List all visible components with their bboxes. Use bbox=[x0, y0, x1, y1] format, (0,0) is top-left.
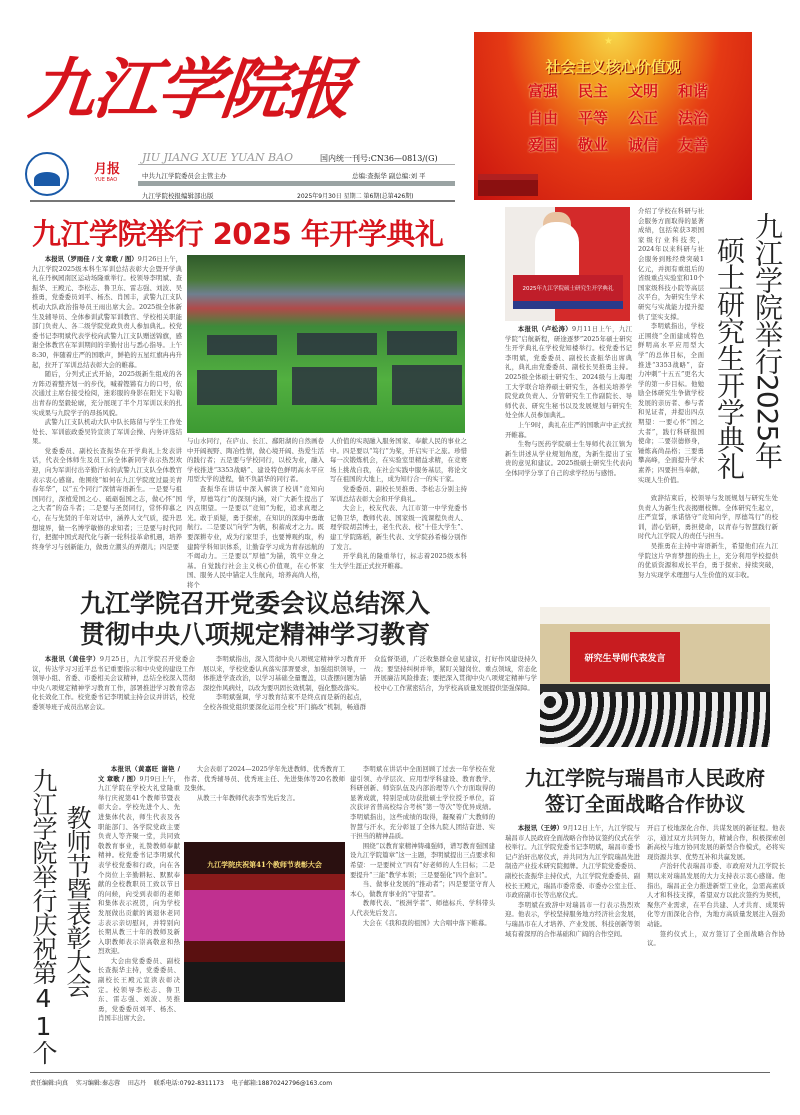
paragraph: 大会上，校友代表、九江市第一中学党委书记鲁卫华，教师代表、国家级一流课程负责人、理学院胡芸博士，老生代表、校“十佳大学生”、建工学院陈稻，新生代表、文学院孙希榛分别作了发言。 bbox=[330, 504, 467, 551]
paragraph: 9月25日，九江学院召开党委会议，传达学习习近平总书记重要指示和中央党的建设工作领导小组、省委、市委相关会议精神，总结全校深入贯彻中央八项规定精神学习教育工作，部署推进学习教育常态化长效化工作。校党委书记李明斌主持会议并讲话，校党委领导班子成员出席会议。 bbox=[32, 655, 196, 711]
headline-party-meeting bbox=[75, 588, 435, 650]
headline-ruichang-agreement bbox=[505, 765, 785, 817]
values-grid bbox=[528, 82, 728, 154]
article1-col1 bbox=[32, 255, 182, 580]
paragraph: 吴推勇在主持中寄语新生，希望他们在九江学院这片孕育梦想的热土上，充分利用学校提供的优质资源和成长平台，勇于探索、持续突破，努力实现学术理想与人生价值的双丰收。 bbox=[638, 541, 778, 579]
core-value: 自由 bbox=[528, 109, 559, 127]
tiananmen-image bbox=[478, 174, 538, 196]
paragraph: 卢治轩代表瑞昌市委、市政府对九江学院长期以来对瑞昌发展的大力支持表示衷心感谢。他指出，瑞昌正全力推进新型工业化，急需高素质人才和科技支撑，希望双方以此次签约为契机，聚焦产业需求，在平台共建、人才共育、成果转化等方面深化合作，为地方高质量发展注入强劲动能。 bbox=[647, 862, 785, 928]
core-value: 平等 bbox=[578, 109, 609, 127]
paragraph: 李明斌指出，学校正围绕“全面建成特色鲜明高水平应用型大学”的总体目标，全面推进“3353战略”，奋力冲刺“十五五”更名大学的第一步目标。他勉励全体研究生争做学校发展的亲历者、参与者和见证者，并提出四点期望：一要心怀“国之大者”，践行科研报国使命；二要崇德修身，锤炼高尚品格；三要勇攀高峰，全面提升学术素养；四要担当奉献，实现人生价值。 bbox=[638, 322, 704, 484]
core-values-banner bbox=[474, 32, 752, 200]
paragraph: 开启了校地深化合作、共谋发展的新征程。他表示，通过双方共同努力，精诚合作，积极探索创新高校与地方协同发展的新型合作模式，必将实现资源共享、优势互补和共赢发展。 bbox=[647, 824, 785, 861]
footer-divider bbox=[30, 1072, 770, 1073]
paragraph: 开学典礼的隆重举行，标志着2025级本科生大学生涯正式拉开帷幕。 bbox=[330, 552, 467, 570]
paragraph: 党委委员、副校长吴推勇、李松志分别主持军训总结表彰大会和开学典礼。 bbox=[330, 484, 467, 503]
article3-body bbox=[32, 655, 537, 747]
publisher: 九江学院校报编辑部出版 bbox=[142, 192, 214, 200]
paragraph: 大会表彰了2024—2025学年先进教师、优秀教育工作者、优秀辅导员、优秀班主任、先进集体等20名教师及集体。 bbox=[184, 765, 345, 793]
paragraph: 李明斌在讲话中全面回顾了过去一年学校在党建引领、办学层次、应用型学科建设、教育教学、科研创新、师资队伍及内部治理等八个方面取得的显著成就，特别是成功获批硕士学位授予单位，首次获评省普高校综合考核“第一等次”等优异成绩。李明斌指出，这些成绩的取得，凝聚着广大教师的智慧与汗水，充分彰显了全体九院人团结奋进、实干担当的精神品质。 bbox=[350, 765, 495, 841]
paragraph: 李明斌在致辞中对瑞昌市一行表示热烈欢迎。他表示，学校坚持服务地方经济社会发展，与瑞昌市在人才培养、产业发展、科技创新等领域有着深厚的合作基础和广阔的合作空间。 bbox=[505, 900, 640, 938]
core-value: 富强 bbox=[528, 82, 559, 100]
article1-col3 bbox=[330, 437, 467, 580]
paragraph: 签约仪式上，双方签订了全面战略合作协议。 bbox=[647, 929, 785, 948]
paragraph: 大会在《我和我的祖国》大合唱中落下帷幕。 bbox=[362, 918, 491, 927]
article4-col2-top bbox=[184, 765, 345, 839]
article5-col1 bbox=[505, 824, 640, 1060]
star-icon: ★ bbox=[604, 36, 613, 47]
article2-col1 bbox=[505, 325, 632, 490]
core-value: 爱国 bbox=[528, 136, 559, 154]
core-value: 敬业 bbox=[578, 136, 609, 154]
article2-col3 bbox=[638, 494, 778, 602]
paragraph: 大会由党委委员、副校长查振华主持，党委委员、副校长王殿元宣读表彰决定。校领导李松志、鲁卫东、雷志强、刘波、吴推勇，党委委员刘平、杨杰、肖国丰出席大会。 bbox=[98, 956, 180, 1023]
banner-title: 社会主义核心价值观 bbox=[545, 58, 681, 76]
paragraph: 9月12日上午，九江学院与瑞昌市人民政府全面战略合作协议签约仪式在学校举行。九江学院党委书记李明斌，瑞昌市委书记卢治轩出席仪式，并共同为九江学院瑞昌先进制造产业技术研究院揭牌。九江学院党委委员、副校长查振华主持仪式，九江学院党委委员、副校长王殿元，瑞昌市委常委、市委办公室主任、市政府副市长等出席仪式。 bbox=[505, 824, 640, 900]
chief-editors: 总编:查振华 副总编:刘 平 bbox=[352, 172, 426, 180]
university-logo bbox=[25, 152, 69, 196]
core-value: 文明 bbox=[628, 82, 659, 100]
issue-date: 2025年9月30日 星期二 第6期(总第426期) bbox=[297, 193, 414, 200]
paragraph: 当、做事业发展的“推动者”；四是要坚守育人本心，做教育事业的“守望者”。 bbox=[350, 880, 495, 898]
headline-opening-ceremony: 九江学院举行 2025 年开学典礼 bbox=[32, 217, 444, 251]
monthly-pinyin: YUE BAO bbox=[95, 177, 118, 183]
divider bbox=[30, 200, 455, 202]
paragraph: 教师代表、“极洲学者”、师德标兵、学科带头人代表先后发言。 bbox=[350, 899, 495, 917]
teachers-day-headline-line2: 教师节暨表彰大会 bbox=[63, 805, 92, 997]
byline: 本报讯（黄嘉旺 谢艳 / 文 章歌 / 图） bbox=[98, 765, 180, 783]
article1-col2 bbox=[187, 437, 324, 589]
divider bbox=[138, 164, 455, 165]
paragraph: 围绕“以教育家精神铸魂强师，谱写教育强国建设九江学院篇章”这一主题，李明斌提出三点要求和希望：一是要树立“四有”好老师的人生目标；二是要提升“三能”教学本领；三是要强化“四个意识”。 bbox=[350, 841, 495, 879]
masthead-title: 九江学院报 bbox=[25, 50, 354, 128]
paragraph: 介绍了学校在科研与社会服务方面取得的显著成绩，包括荣获3项国家级行业科技奖，2024年以来科研与社会服务到账经费突破1亿元，并拥有重组后的省级重点实验室和10个国家级科技小院等高层次平台，为研究生学术研究与实战能力提升提供了坚实支撑。 bbox=[638, 207, 704, 321]
core-value: 法治 bbox=[678, 109, 709, 127]
byline: 本报讯（卢松涛） bbox=[517, 325, 572, 333]
paragraph: 从教三十年教师代表李雪先后发言。 bbox=[196, 793, 300, 802]
paragraph: 与山水同行，在庐山、长江、鄱阳湖的自然画卷中开阔视野、陶冶性情，做心境开阔、热爱生活的践行者；五是要与学校同行，以校为业，融入学校推进“3353战略”、建设特色鲜明高水平应用型大学的进程，做不负韶华的同行者。 bbox=[187, 437, 324, 484]
paragraph: 上午9时，典礼在庄严的国歌声中正式拉开帷幕。 bbox=[505, 420, 632, 439]
article2-col2 bbox=[638, 207, 704, 490]
paragraph: 李明斌指出，深入贯彻中央八项规定精神学习教育开展以来，学校党委认真落实部署要求，加强组织领导，一体推进学查改治，以学习基础全量覆盖，以查摆问题为锚深挖作风病灶，以改为要巩固长效机制，强化整改落实。 bbox=[203, 655, 366, 692]
footer-credits: 责任编辑:向真 实习编辑:秦志蓉 田志丹 联系电话:0792-8311173 电子邮箱:18870242796@163.com bbox=[30, 1080, 333, 1087]
headline-line: 九江学院与瑞昌市人民政府 bbox=[525, 766, 765, 790]
photo-caption: 2025年九江学院硕士研究生开学典礼 bbox=[522, 286, 614, 292]
headline-line: 贯彻中央八项规定精神学习教育 bbox=[79, 620, 430, 649]
core-value: 诚信 bbox=[628, 136, 659, 154]
paragraph: 致辞结束后，校领导与发展规划与研究生处负责人为新生代表揭赠校牌。全体研究生起立，庄严宣誓，承诺恪守“竞知向学，厚德笃行”的校训，潜心钻研，勇担使命，以青春与智慧践行新时代九江学院人的责任与担当。 bbox=[638, 494, 778, 541]
graduate-headline-line2: 硕士研究生开学典礼 bbox=[713, 236, 746, 479]
paragraph: 李明斌强调，学习教育结束不是终点而是新的起点，全校各级党组织要深化运用全校“开门搞改”机制，畅通群众监督渠道，广泛收集群众意见建议，打好作风建设持久战；要坚持纠树并举，紧盯关键岗位、重点领域，常态化开展廉洁风险排查；要把深入贯彻中央八项规定精神与学校中心工作紧密结合，为学校高质量发展提供坚强保障。 bbox=[203, 655, 537, 711]
paragraph: 9月26日上午，九江学院2025级本科生军训总结表彰大会暨开学典礼在丹枫园南区运动场隆重举行。校领导李明斌、查振华、王殿元、李松志、鲁卫东、雷志强、刘波、吴推勇，党委委员刘平、杨杰、肖国丰，武警九江支队机动大队政治指导员王雨出席大会。2025级全体新生及辅导员、全体参训武警军训教官、学校相关职能部门负责人、各二级学院党政负责人参加典礼。校党委书记李明斌代表学校向武警九江支队赠送锦旗，感谢全体教官在军训期间的辛勤付出与悉心指导。上午8:30，伴随着庄严的国歌声，鲜艳的五星红旗冉冉升起，拉开了军训总结表彰大会的帷幕。 bbox=[32, 255, 183, 369]
article4-col1 bbox=[98, 765, 180, 1060]
paragraph: 9月11日上午，九江学院“启航新程，研途逐梦”2025年硕士研究生开学典礼在学校党知楼举行。校党委书记李明斌，党委委员、副校长查振华出席典礼，典礼由党委委员、副校长吴推勇主持。2025级全体硕士研究生、2024级与上海理工大学联合培养硕士研究生，各相关培养学院党政负责人、分管研究生工作副院长、导师代表、研究生秘书以及发展规划与研究生处全体人员参加典礼。 bbox=[505, 325, 633, 420]
article5-col2 bbox=[647, 824, 785, 1060]
headline-line: 签订全面战略合作协议 bbox=[545, 792, 745, 816]
photo-caption: 九江学院庆祝第41个教师节表彰大会 bbox=[207, 860, 322, 869]
host-org: 中共九江学院委员会主管主办 bbox=[142, 172, 227, 180]
graduate-headline-line1: 九江学院举行2025年 bbox=[751, 212, 784, 469]
paragraph: 党委委员、副校长查振华在开学典礼上发表讲话，代表全体师生及员工向全体新同学表示热烈欢迎，向为军训付出辛勤汗水的武警九江支队全体教官表示衷心感谢。他围绕“如何在九江学院度过最美青春年华”，以“五个同行”深情寄语新生。一是要与祖国同行，深植爱国之心、砥砺强国之志，做心怀“国之大者”的奋斗者；二是要与圣贤同行，常怀仰慕之心，在与先贤的千年对话中，涵养人文气质，提升思想境界，做一名博学敏修的求知者；三是要与时代同行，把握中国式现代化与新一轮科技革命机遇，培养终身学习与创新能力，做勇立潮头的弄潮儿；四是要 bbox=[32, 446, 182, 551]
core-value: 公正 bbox=[628, 109, 659, 127]
monthly-label: 月报 bbox=[94, 162, 121, 177]
paragraph: 武警九江支队机动大队中队长陈留与学生工作处处长、军训旅政委吴铃宣读了军训会操、内务评选结果。 bbox=[32, 418, 182, 446]
paragraph: 生物与医药学院硕士生导师代表江镇为新生讲述从学业规划角度，为新生提出了宝贵的意见和建议。2025级硕士研究生代表向全体同学分享了自己的求学经历与感悟。 bbox=[505, 440, 632, 477]
core-value: 民主 bbox=[578, 82, 609, 100]
cn-number: 国内统一刊号:CN36—0813/(G) bbox=[320, 154, 438, 163]
article4-col3 bbox=[350, 765, 495, 1060]
paragraph: 人价值的实现融入服务国家、奉献人民的事业之中。四是要以“笃行”为桨，开启实干之旅。珍惜每一次锻炼机会，在实验室里精益求精，在竞赛场上挑战自我，在社会实践中服务基层，将论文写在祖国的大地上，成为知行合一的实干家。 bbox=[330, 437, 467, 484]
speaker-photo bbox=[505, 207, 630, 321]
teachers-day-headline-line1: 九江学院举行庆祝第41个 bbox=[29, 768, 58, 1064]
byline: 本报讯（罗雨佳 / 文 章歌 / 图） bbox=[44, 255, 138, 263]
headline-line: 九江学院召开党委会议总结深入 bbox=[79, 589, 430, 618]
paragraph: 查振华在讲话中深入解读了校训“竞知向学，厚德笃行”的深刻内涵，对广大新生提出了四点期望。一是要以“竞知”为舵，追求真理之光。敢于质疑，勇于探索，在知识的深海中勇敢航行。二是要以“向学”为帆，积蓄成才之力。既要深耕专业，成为行家里手，也要博观约取，构建跨学科知识体系，让勤奋学习成为青春远航的不竭动力。三是要以“厚德”为锚，筑牢立身之基。自觉践行社会主义核心价值观，在心怀家国、服务人民中锚定人生航向，培养高尚人格，将个 bbox=[187, 484, 324, 589]
teachers-day-photo bbox=[184, 842, 345, 1002]
core-value: 和谐 bbox=[678, 82, 709, 100]
graduate-mentor-photo bbox=[540, 607, 770, 747]
byline: 本报讯（王婷） bbox=[517, 824, 564, 832]
military-parade-photo bbox=[187, 255, 465, 433]
photo-caption: 研究生导师代表发言 bbox=[570, 632, 680, 682]
core-value: 友善 bbox=[678, 136, 709, 154]
paragraph: 随后，分列式正式开始，2025级新生组成的各方阵迈着整齐划一的步伐，喊着铿锵有力的口号，依次通过主席台接受检阅，迷彩服的身影在阳光下勾勒出青春的坚毅轮廓，充分展现了半个月军训以来的扎实成果与九院学子的昂扬风貌。 bbox=[32, 370, 182, 417]
divider-bar bbox=[138, 181, 455, 186]
byline: 本报讯（黄佳宇） bbox=[44, 655, 100, 663]
podium bbox=[513, 275, 623, 309]
paragraph: 9月9日上午，九江学院在学校大礼堂隆重举行庆祝第41个教师节暨表彰大会。学校先进个人、先进集体代表，师生代表及各职能部门、各学院党政主要负责人等齐聚一堂，共同致敬教育事业，礼赞教师奉献精神。校党委书记李明斌代表学校党委和行政，向在各个岗位上辛勤耕耘、默默奉献的全校教职员工致以节日的问候，向受到表彰的老师和集体表示祝贺，向为学校发展做出贡献的离退休老同志表示亲切慰问，并特别向长期从教三十年的教师及新入职教师表示崇高敬意和热烈欢迎。 bbox=[98, 774, 180, 956]
masthead-pinyin: JIU JIANG XUE YUAN BAO bbox=[142, 151, 294, 164]
